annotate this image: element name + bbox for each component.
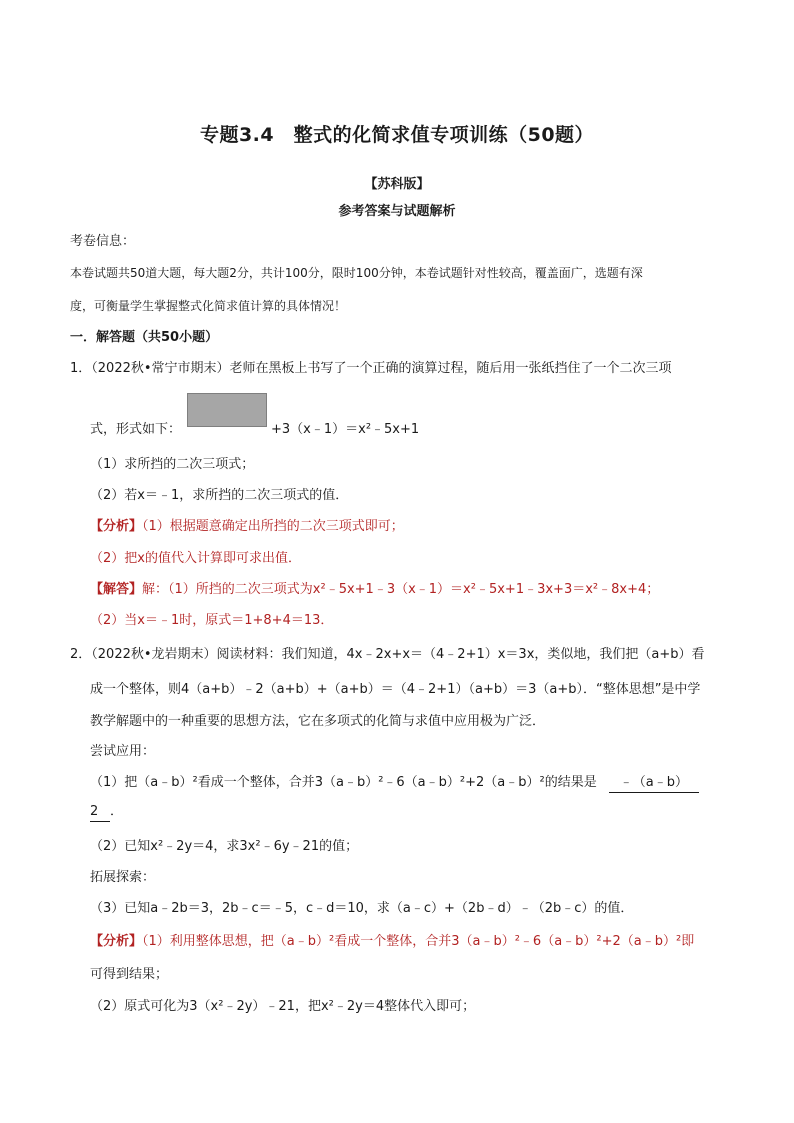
q1-line-2-expression: +3（x﹣1）＝x²﹣5x+1 bbox=[271, 422, 420, 437]
q1-analysis-2: （2）把x的值代入计算即可求出值． bbox=[90, 551, 301, 566]
q2-sub-1-text: （1）把（a﹣b）²看成一个整体，合并3（a﹣b）²﹣6（a﹣b）²+2（a﹣b）²的结果是 bbox=[90, 775, 597, 790]
q2-line-2: 成一个整体，则4（a+b）﹣2（a+b）+（a+b）＝（4﹣2+1）（a+b）＝3（a+b）．“整体思想”是中学 bbox=[90, 682, 701, 697]
info-line-2: 度，可衡量学生掌握整式化简求值计算的具体情况！ bbox=[70, 299, 347, 313]
q2-analysis-2 bbox=[90, 998, 475, 1016]
covered-paper-box bbox=[187, 393, 267, 427]
q2-analysis-1 bbox=[90, 933, 694, 951]
q1-line-2-prefix: 式，形式如下： bbox=[90, 422, 182, 437]
q1-sub-1: （1）求所挡的二次三项式； bbox=[90, 457, 255, 472]
analysis-text: （1）根据题意确定出所挡的二次三项式即可； bbox=[142, 519, 404, 534]
q1-line-1: 1．（2022秋•常宁市期末）老师在黑板上书写了一个正确的演算过程，随后用一张纸挡住了一个二次三项 bbox=[70, 361, 672, 376]
q1-answer-2: （2）当x＝﹣1时，原式＝1+8+4＝13． bbox=[90, 613, 334, 628]
q2-sub-1-cont bbox=[90, 803, 123, 822]
q2-line-3: 教学解题中的一种重要的思想方法，它在多项式的化简与求值中应用极为广泛． bbox=[90, 714, 546, 729]
q2-analysis-1-cont: 可得到结果； bbox=[90, 967, 169, 982]
q1-analysis-1 bbox=[90, 518, 404, 536]
q2-try-label: 尝试应用： bbox=[90, 744, 156, 759]
q1-answer-1 bbox=[90, 581, 659, 599]
answer-tag: 【解答】 bbox=[90, 582, 143, 597]
analysis-text: （1）利用整体思想，把（a﹣b）²看成一个整体，合并3（a﹣b）²﹣6（a﹣b）²+2（a﹣b）²即 bbox=[142, 934, 695, 949]
q1-sub-2: （2）若x＝﹣1，求所挡的二次三项式的值． bbox=[90, 488, 349, 503]
q2-analysis-2-text: （2）原式可化为3（x²﹣2y）﹣21，把x²﹣2y＝4整体代入即可； bbox=[90, 999, 476, 1014]
q2-sub-3: （3）已知a﹣2b＝3，2b﹣c＝﹣5，c﹣d＝10，求（a﹣c）+（2b﹣d）﹣（2b﹣c）的值． bbox=[90, 901, 634, 916]
info-label: 考卷信息： bbox=[70, 234, 136, 249]
q2-sub-1-end: ． bbox=[110, 804, 124, 819]
analysis-tag: 【分析】 bbox=[90, 519, 143, 534]
q2-sub-2: （2）已知x²﹣2y＝4，求3x²﹣6y﹣21的值； bbox=[90, 839, 359, 854]
subtitle: 参考答案与试题解析 bbox=[338, 204, 456, 219]
page-title: 专题3.4 整式的化简求值专项训练（50题） bbox=[199, 124, 595, 146]
q2-expand-label: 拓展探索： bbox=[90, 870, 156, 885]
info-line-1: 本卷试题共50道大题，每大题2分，共计100分，限时100分钟，本卷试题针对性较高，覆盖面广，选题有深 bbox=[70, 266, 643, 280]
q2-sub-1-answer-cont: 2 bbox=[90, 803, 110, 822]
q2-sub-1 bbox=[90, 774, 699, 793]
q2-sub-1-answer: ﹣（a﹣b） bbox=[609, 774, 699, 793]
section-heading: 一．解答题（共50小题） bbox=[70, 330, 219, 345]
answer-text: 解：（1）所挡的二次三项式为x²﹣5x+1﹣3（x﹣1）＝x²﹣5x+1﹣3x+3＝x²﹣8x+4； bbox=[142, 582, 660, 597]
edition-label: 【苏科版】 bbox=[364, 177, 430, 192]
q2-line-1: 2．（2022秋•龙岩期末）阅读材料：我们知道，4x﹣2x+x＝（4﹣2+1）x＝3x，类似地，我们把（a+b）看 bbox=[70, 647, 705, 662]
analysis-tag: 【分析】 bbox=[90, 934, 143, 949]
